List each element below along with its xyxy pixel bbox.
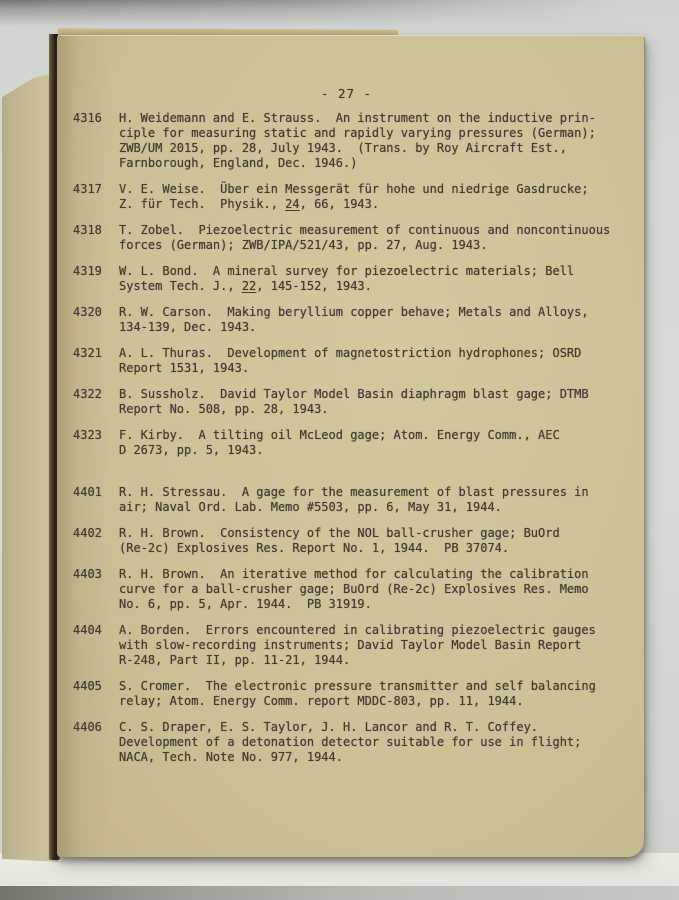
entry-text	[119, 387, 620, 417]
entry-text	[119, 111, 620, 171]
entry-number: 4402	[73, 526, 102, 540]
document-page	[57, 35, 645, 857]
text-line: Report 1531, 1943.	[119, 361, 250, 375]
entry-text	[119, 720, 620, 765]
bibliography-entry	[73, 111, 620, 171]
entry-text	[119, 264, 620, 294]
text-line: R. H. Brown. An iterative method for calculating the calibration	[119, 567, 589, 581]
page-number-header: - 27 -	[320, 86, 373, 101]
entry-number: 4319	[73, 264, 102, 278]
bibliography-entry	[73, 485, 620, 515]
entry-text	[119, 623, 620, 668]
text-line: Report No. 508, pp. 28, 1943.	[119, 402, 329, 416]
bibliography-entry	[73, 679, 620, 709]
entry-number: 4317	[73, 182, 102, 196]
page-content	[73, 86, 620, 776]
bibliography-entry	[73, 526, 620, 556]
bibliography-entry	[73, 720, 620, 765]
text-line: with slow-recording instruments; David Taylor Model Basin Report	[119, 638, 582, 652]
text-line: R. H. Brown. Consistency of the NOL ball-crusher gage; BuOrd	[119, 526, 560, 540]
text-line: 134-139, Dec. 1943.	[119, 320, 257, 334]
top-shadow	[0, 0, 679, 26]
text-line: Development of a detonation detector suitable for use in flight;	[119, 735, 582, 749]
entry-text	[119, 567, 620, 612]
text-line: H. Weidemann and E. Strauss. An instrument on the inductive prin-	[119, 111, 596, 125]
text-line: curve for a ball-crusher gage; BuOrd (Re-2c) Explosives Res. Memo	[119, 582, 589, 596]
entry-text	[119, 223, 620, 253]
text-line: B. Sussholz. David Taylor Model Basin diaphragm blast gage; DTMB	[119, 387, 589, 401]
text-line: W. L. Bond. A mineral survey for piezoelectric materials; Bell	[119, 264, 575, 278]
text-line: ciple for measuring static and rapidly varying pressures (German);	[119, 126, 596, 140]
text-line: Farnborough, England, Dec. 1946.)	[119, 156, 358, 170]
bibliography-entry	[73, 223, 620, 253]
entry-number: 4323	[73, 428, 102, 442]
text-line: D 2673, pp. 5, 1943.	[119, 443, 264, 457]
text-line: R. W. Carson. Making beryllium copper behave; Metals and Alloys,	[119, 305, 589, 319]
entry-number: 4403	[73, 567, 102, 581]
entry-text	[119, 679, 620, 709]
entry-text	[119, 346, 620, 376]
text-line: System Tech. J., 22, 145-152, 1943.	[119, 279, 372, 293]
bibliography-entry	[73, 182, 620, 212]
text-line: (Re-2c) Explosives Res. Report No. 1, 1944. PB 37074.	[119, 541, 510, 555]
bibliography-entry	[73, 346, 620, 376]
bibliography-entry	[73, 623, 620, 668]
table-edge	[0, 886, 679, 900]
text-line: F. Kirby. A tilting oil McLeod gage; Atom. Energy Comm., AEC	[119, 428, 560, 442]
bibliography-list	[73, 111, 620, 765]
text-line: R. H. Stressau. A gage for the measurement of blast pressures in	[119, 485, 589, 499]
entry-number: 4316	[73, 111, 102, 125]
text-line: S. Cromer. The electronic pressure transmitter and self balancing	[119, 679, 596, 693]
text-line: forces (German); ZWB/IPA/521/43, pp. 27, Aug. 1943.	[119, 238, 488, 252]
text-line: T. Zobel. Piezoelectric measurement of continuous and noncontinuous	[119, 223, 611, 237]
entry-text	[119, 182, 620, 212]
entry-number: 4322	[73, 387, 102, 401]
entry-text	[119, 305, 620, 335]
entry-number: 4321	[73, 346, 102, 360]
text-line: R-248, Part II, pp. 11-21, 1944.	[119, 653, 351, 667]
text-line: ZWB/UM 2015, pp. 28, July 1943. (Trans. by Roy Aircraft Est.,	[119, 141, 567, 155]
entry-number: 4320	[73, 305, 102, 319]
bibliography-entry	[73, 567, 620, 612]
text-line: C. S. Draper, E. S. Taylor, J. H. Lancor and R. T. Coffey.	[119, 720, 539, 734]
entry-text	[119, 526, 620, 556]
entry-number: 4405	[73, 679, 102, 693]
entry-text	[119, 428, 620, 458]
text-line: NACA, Tech. Note No. 977, 1944.	[119, 750, 343, 764]
text-line: relay; Atom. Energy Comm. report MDDC-803, pp. 11, 1944.	[119, 694, 524, 708]
entry-number: 4406	[73, 720, 102, 734]
text-line: No. 6, pp. 5, Apr. 1944. PB 31919.	[119, 597, 372, 611]
entry-number: 4401	[73, 485, 102, 499]
text-line: Z. für Tech. Physik., 24, 66, 1943.	[119, 197, 380, 211]
bibliography-entry	[73, 428, 620, 458]
entry-text	[119, 485, 620, 515]
bibliography-entry	[73, 305, 620, 335]
bibliography-entry	[73, 387, 620, 417]
text-line: air; Naval Ord. Lab. Memo #5503, pp. 6, May 31, 1944.	[119, 500, 502, 514]
entry-number: 4404	[73, 623, 102, 637]
entry-number: 4318	[73, 223, 102, 237]
text-line: A. L. Thuras. Development of magnetostriction hydrophones; OSRD	[119, 346, 582, 360]
text-line: A. Borden. Errors encountered in calibrating piezoelectric gauges	[119, 623, 596, 637]
text-line: V. E. Weise. Über ein Messgerät für hohe und niedrige Gasdrucke;	[119, 182, 589, 196]
bibliography-entry	[73, 264, 620, 294]
